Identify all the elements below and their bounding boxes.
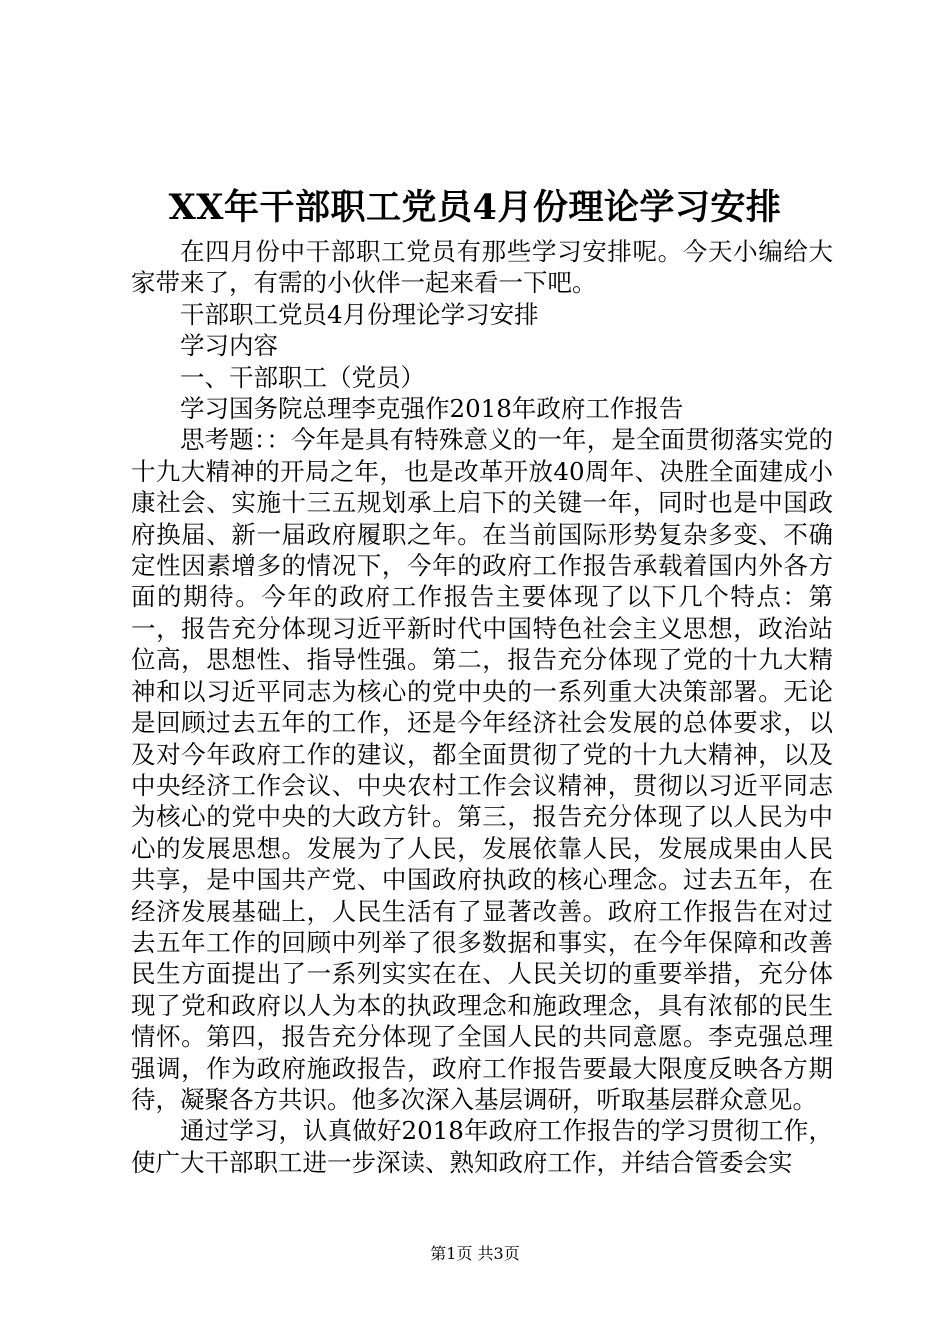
document-title: XX年干部职工党员4月份理论学习安排 xyxy=(168,187,782,228)
paragraph-subsection: 一、干部职工（党员） xyxy=(180,362,425,392)
document-body xyxy=(131,236,833,1178)
paragraph-questions: 思考题：：今年是具有特殊意义的一年，是全面贯彻落实党的十九大精神的开局之年，也是改革开放40周年、决胜全面建成小康社会、实施十三五规划承上启下的关键一年，同时也是中国政府换届、新一届政府履职之年。在当前国际形势复杂多变、不确定性因素增多的情况下，今年的政府工作报告承载着国内外各方面的期待。今年的政府工作报告主要体现了以下几个特点：第一，报告充分体现习近平新时代中国特色社会主义思想，政治站位高，思想性、指导性强。第二，报告充分体现了党的十九大精神和以习近平同志为核心的党中央的一系列重大决策部署。无论是回顾过去五年的工作，还是今年经济社会发展的总体要求，以及对今年政府工作的建议，都全面贯彻了党的十九大精神，以及中央经济工作会议、中央农村工作会议精神，贯彻以习近平同志为核心的党中央的大政方针。第三，报告充分体现了以人民为中心的发展思想。发展为了人民，发展依靠人民，发展成果由人民共享，是中国共产党、中国政府执政的核心理念。过去五年，在经济发展基础上，人民生活有了显著改善。政府工作报告在对过去五年工作的回顾中列举了很多数据和事实，在今年保障和改善民生方面提出了一系列实实在在、人民关切的重要举措，充分体现了党和政府以人为本的执政理念和施政理念，具有浓郁的民生情怀。第四，报告充分体现了全国人民的共同意愿。李克强总理强调，作为政府施政报告，政府工作报告要最大限度反映各方期待，凝聚各方共识。他多次深入基层调研，听取基层群众意见。 xyxy=(131,425,833,1114)
page-footer: 第1页 共3页 xyxy=(430,1244,520,1263)
paragraph-section-label: 学习内容 xyxy=(180,331,278,361)
paragraph-intro: 在四月份中干部职工党员有那些学习安排呢。今天小编给大家带来了，有需的小伙伴一起来看一下吧。 xyxy=(131,237,833,298)
paragraph-heading: 干部职工党员4月份理论学习安排 xyxy=(180,299,539,329)
paragraph-conclusion: 通过学习，认真做好2018年政府工作报告的学习贯彻工作，使广大干部职工进一步深读、熟知政府工作，并结合管委会实 xyxy=(131,1116,833,1177)
paragraph-study-item: 学习国务院总理李克强作2018年政府工作报告 xyxy=(180,394,684,424)
